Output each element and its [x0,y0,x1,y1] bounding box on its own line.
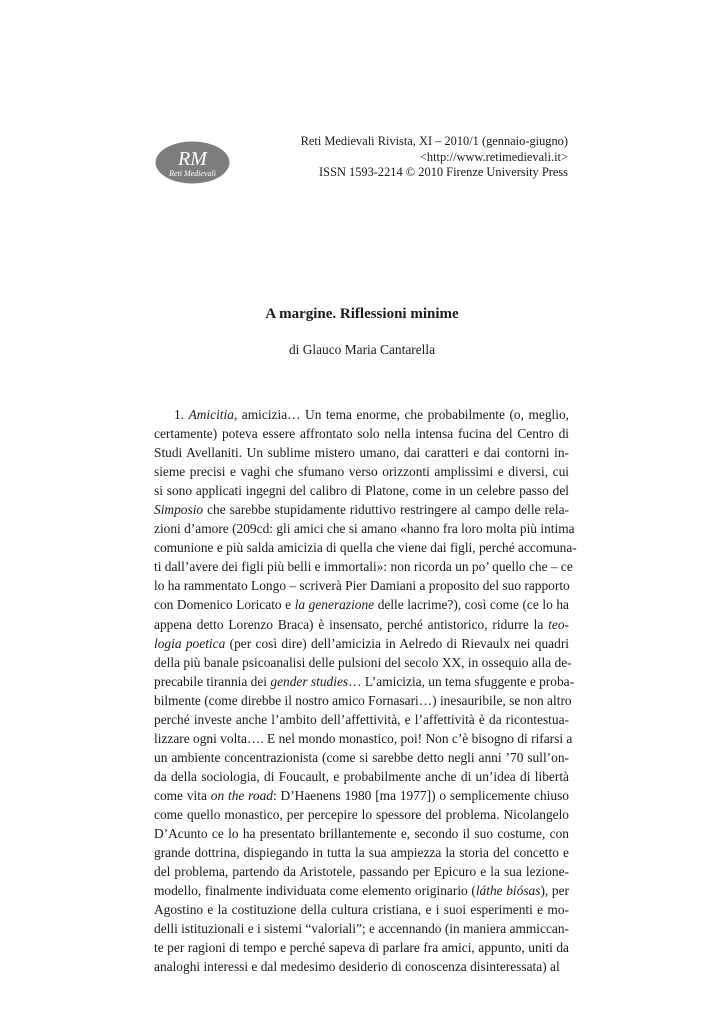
text-segment: grande dottrina, dispiegando in tutta la sua ampiezza la storia del concetto e [154,845,569,861]
italic-text: teo- [548,616,569,632]
article-title: A margine. Riflessioni minime [265,306,459,322]
journal-header [301,134,568,181]
text-segment: appena detto Lorenzo Braca) è insensato, perché antistorico, ridurre la [154,616,549,632]
text-line [154,919,569,938]
text-segment: sieme precisi e vaghi che sfumano verso orizzonti amplissimi e diversi, cui [154,464,569,480]
text-segment: della più banale psicoanalisi delle pulsioni del secolo XX, in ossequio alla de- [154,654,572,670]
journal-logo [155,141,230,184]
text-line [154,595,569,614]
text-line [154,824,569,843]
text-line [154,805,569,824]
italic-text: logia poetica [154,635,226,651]
text-line [154,519,575,538]
italic-text: la generazione [294,597,375,613]
text-line [154,938,569,957]
text-line [154,672,575,691]
italic-text: on the road [210,787,273,803]
italic-text: Simposio [154,502,204,518]
text-line [154,767,569,786]
text-line [154,634,569,653]
text-segment: come quello monastico, per percepire lo spessore del problema. Nicolangelo [154,806,569,822]
logo-monogram: RM [178,148,207,170]
text-segment: : D’Haenens 1980 [ma 1977]) o semplicemente chiuso [272,787,570,803]
text-line [154,862,569,881]
text-line [154,557,573,576]
article-author: di Glauco Maria Cantarella [288,342,436,357]
text-segment: con Domenico Loricato e [154,597,295,613]
italic-text: gender studies [270,673,349,689]
text-segment: , amicizia… Un tema enorme, che probabilmente (o, meglio, [233,407,569,422]
text-segment: zioni d’amore (209cd: gli amici che si amano «hanno fra loro molta più intima [154,521,575,537]
text-line [154,957,569,976]
article-body [154,405,577,976]
text-line [154,500,569,519]
text-segment: analoghi interessi e dal medesimo desiderio di conoscenza disinteressata) al [154,959,560,975]
text-line [154,405,569,424]
text-segment: te per ragioni di tempo e perché sapeva di parlare fra amici, appunto, uniti da [154,940,569,956]
text-segment: un ambiente concentrazionista (come si sarebbe detto negli anni ’70 sull’on- [154,749,569,765]
header-url-line: <http://www.retimedievali.it> [419,149,568,164]
text-segment: da della sociologia, di Foucault, e probabilmente anche di un’idea di libertà [154,768,569,784]
text-line [154,843,569,862]
text-segment: (per così dire) dell’amicizia in Aelredo di Rievaulx nei quadri [225,635,569,651]
text-line [154,900,569,919]
text-line [154,443,569,462]
header-issn-line: ISSN 1593-2214 © 2010 Firenze University Press [319,165,568,179]
text-segment: si sono applicati ingegni del calibro di Platone, come in un celebre passo del [154,483,569,499]
text-segment: … L’amicizia, un tema sfuggente e proba- [348,673,575,689]
text-line [154,462,569,481]
text-line [154,691,572,710]
text-segment: Agostino e la costituzione della cultura cristiana, e i suoi esperimenti e mo- [154,902,569,918]
text-segment: ti dall’avere dei figli più belli e immortali»: non ricorda un po’ quello che – ce [154,559,573,575]
text-segment: 1. [174,407,189,422]
text-segment: come vita [154,787,211,803]
text-segment: ), per [540,883,569,899]
text-segment: Studi Avellaniti. Un sublime mistero umano, dai caratteri e dai contorni in- [154,445,569,461]
text-segment: perché investe anche l’ambito dell’affettività, e l’affettività è da ricontestua- [154,711,569,727]
text-segment: modello, finalmente individuata come elemento originario ( [154,883,476,899]
text-segment: lo ha rammentato Longo – scriverà Pier Damiani a proposito del suo rapporto [154,578,570,594]
text-line [154,481,569,500]
text-segment: che sarebbe stupidamente riduttivo restringere al campo delle rela- [203,502,569,518]
text-line [154,576,569,595]
text-line [154,881,569,900]
text-line [154,748,569,767]
text-line [154,538,577,557]
text-segment: del problema, partendo da Aristotele, passando per Epicuro e la sua lezione- [154,864,569,880]
logo-subtitle: Reti Medievali [169,169,216,178]
text-segment: lizzare ogni volta…. E nel mondo monastico, poi! Non c’è bisogno di rifarsi a [154,730,573,746]
text-segment: precabile tirannia dei [154,673,271,689]
text-line [154,653,572,672]
text-segment: delle lacrime?), così come (ce lo ha [374,597,569,613]
text-line [154,729,573,748]
text-segment: delli istituzionali e i sistemi “valoriali”; e accennando (in maniera ammiccan- [154,921,569,937]
text-line [154,424,569,443]
text-line [154,710,569,729]
text-segment: comunione e più salda amicizia di quella che viene dai figli, perché accomuna- [154,540,577,556]
italic-text: láthe biósas [475,883,541,899]
text-segment: certamente) poteva essere affrontato solo nella intensa fucina del Centro di [154,426,569,442]
text-segment: D’Acunto ce lo ha presentato brillantemente e, secondo il suo costume, con [154,826,569,842]
italic-text: Amicitia [188,407,234,422]
text-line [154,615,569,634]
header-journal-line: Reti Medievali Rivista, XI – 2010/1 (gennaio-giugno) [300,134,568,148]
text-segment: bilmente (come direbbe il nostro amico Fornasari…) inesauribile, se non altro [154,692,572,708]
text-line [154,786,569,805]
